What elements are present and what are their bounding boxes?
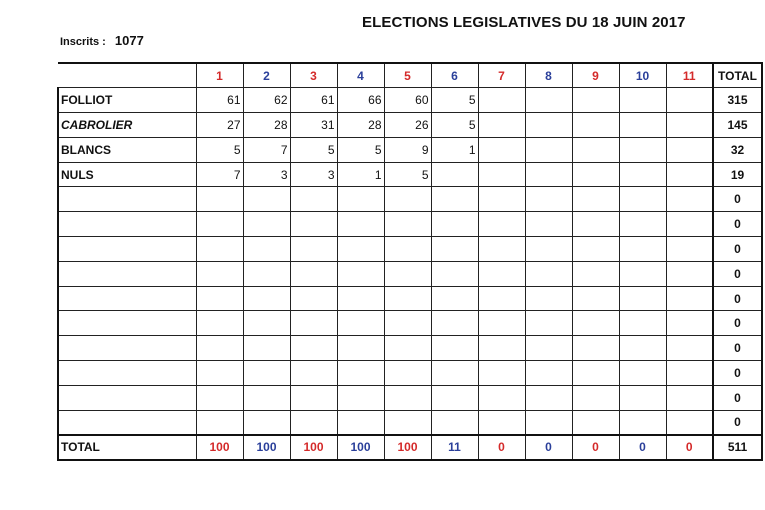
vote-cell (666, 410, 713, 435)
row-label (58, 361, 196, 386)
vote-cell (525, 336, 572, 361)
table-row (58, 237, 762, 262)
vote-cell (243, 385, 290, 410)
vote-cell (196, 261, 243, 286)
vote-cell (572, 361, 619, 386)
vote-cell (525, 385, 572, 410)
vote-cell (196, 410, 243, 435)
table-row (58, 212, 762, 237)
total-row (58, 435, 762, 460)
vote-cell (525, 88, 572, 113)
table-row (58, 410, 762, 435)
vote-cell (666, 137, 713, 162)
vote-cell (478, 237, 525, 262)
vote-cell (478, 113, 525, 138)
vote-cell: 5 (290, 137, 337, 162)
vote-cell (384, 187, 431, 212)
column-total-cell: 0 (666, 435, 713, 460)
vote-cell (384, 311, 431, 336)
vote-cell: 5 (384, 162, 431, 187)
table-row (58, 162, 762, 187)
vote-cell (431, 311, 478, 336)
row-label (58, 187, 196, 212)
vote-cell: 5 (431, 113, 478, 138)
row-total-cell: 0 (713, 385, 762, 410)
vote-cell (243, 187, 290, 212)
vote-cell (337, 410, 384, 435)
column-header-3: 3 (290, 63, 337, 88)
vote-cell: 62 (243, 88, 290, 113)
row-label (58, 311, 196, 336)
column-header-4: 4 (337, 63, 384, 88)
column-header-6: 6 (431, 63, 478, 88)
row-label (58, 237, 196, 262)
vote-cell (337, 311, 384, 336)
vote-cell (572, 261, 619, 286)
vote-cell (525, 212, 572, 237)
column-total-cell: 100 (196, 435, 243, 460)
vote-cell (478, 361, 525, 386)
vote-cell (431, 187, 478, 212)
vote-cell (337, 286, 384, 311)
vote-cell (525, 113, 572, 138)
vote-cell (525, 361, 572, 386)
table-row (58, 311, 762, 336)
vote-cell: 31 (290, 113, 337, 138)
vote-cell (478, 410, 525, 435)
header-blank-cell (58, 63, 196, 88)
vote-cell (478, 336, 525, 361)
vote-cell: 7 (243, 137, 290, 162)
vote-cell (384, 261, 431, 286)
vote-cell (666, 212, 713, 237)
vote-cell (525, 410, 572, 435)
vote-cell (431, 410, 478, 435)
column-header-7: 7 (478, 63, 525, 88)
row-label (58, 336, 196, 361)
vote-cell: 26 (384, 113, 431, 138)
vote-cell: 3 (290, 162, 337, 187)
vote-cell: 5 (337, 137, 384, 162)
vote-cell (572, 187, 619, 212)
results-table (57, 62, 763, 461)
column-header-10: 10 (619, 63, 666, 88)
table-row (58, 361, 762, 386)
vote-cell (431, 212, 478, 237)
row-total-cell: 145 (713, 113, 762, 138)
row-label: CABROLIER (58, 113, 196, 138)
vote-cell (666, 311, 713, 336)
vote-cell (619, 187, 666, 212)
vote-cell (243, 286, 290, 311)
vote-cell (619, 385, 666, 410)
row-total-cell: 0 (713, 237, 762, 262)
vote-cell (290, 361, 337, 386)
column-total-cell: 0 (478, 435, 525, 460)
vote-cell (666, 237, 713, 262)
vote-cell (337, 212, 384, 237)
column-total-cell: 100 (384, 435, 431, 460)
vote-cell (619, 311, 666, 336)
vote-cell (196, 385, 243, 410)
vote-cell: 1 (337, 162, 384, 187)
page-title: ELECTIONS LEGISLATIVES DU 18 JUIN 2017 (362, 14, 686, 31)
grand-total-cell: 511 (713, 435, 762, 460)
vote-cell (384, 237, 431, 262)
table-row (58, 336, 762, 361)
vote-cell (290, 311, 337, 336)
column-header-5: 5 (384, 63, 431, 88)
vote-cell (243, 261, 290, 286)
vote-cell (666, 113, 713, 138)
vote-cell (196, 237, 243, 262)
inscrits-value: 1077 (114, 33, 144, 48)
row-total-cell: 0 (713, 212, 762, 237)
column-total-cell: 11 (431, 435, 478, 460)
vote-cell (666, 336, 713, 361)
vote-cell (478, 88, 525, 113)
vote-cell (572, 162, 619, 187)
inscrits-label: Inscrits : (60, 36, 106, 48)
vote-cell (196, 336, 243, 361)
vote-cell (572, 113, 619, 138)
total-column-header: TOTAL (713, 63, 762, 88)
vote-cell: 28 (337, 113, 384, 138)
row-label (58, 212, 196, 237)
vote-cell (384, 385, 431, 410)
vote-cell (666, 261, 713, 286)
column-header-8: 8 (525, 63, 572, 88)
column-total-cell: 0 (572, 435, 619, 460)
vote-cell: 3 (243, 162, 290, 187)
vote-cell (337, 187, 384, 212)
vote-cell (572, 286, 619, 311)
vote-cell (619, 137, 666, 162)
vote-cell (478, 286, 525, 311)
vote-cell (337, 385, 384, 410)
vote-cell (619, 237, 666, 262)
vote-cell (619, 286, 666, 311)
row-label (58, 261, 196, 286)
header-row (58, 63, 762, 88)
row-total-cell: 19 (713, 162, 762, 187)
vote-cell (666, 162, 713, 187)
vote-cell (666, 88, 713, 113)
table-row (58, 187, 762, 212)
table-row (58, 385, 762, 410)
vote-cell (619, 162, 666, 187)
row-label: NULS (58, 162, 196, 187)
row-total-cell: 315 (713, 88, 762, 113)
vote-cell (243, 336, 290, 361)
vote-cell (666, 286, 713, 311)
vote-cell (290, 187, 337, 212)
vote-cell (572, 410, 619, 435)
row-total-cell: 0 (713, 187, 762, 212)
column-total-cell: 0 (619, 435, 666, 460)
vote-cell (478, 261, 525, 286)
row-total-cell: 0 (713, 361, 762, 386)
vote-cell (196, 311, 243, 336)
row-label (58, 410, 196, 435)
vote-cell (290, 385, 337, 410)
vote-cell: 28 (243, 113, 290, 138)
total-row-label: TOTAL (58, 435, 196, 460)
vote-cell (666, 361, 713, 386)
row-total-cell: 32 (713, 137, 762, 162)
table-row (58, 113, 762, 138)
row-total-cell: 0 (713, 410, 762, 435)
row-label: BLANCS (58, 137, 196, 162)
vote-cell (431, 162, 478, 187)
vote-cell (337, 237, 384, 262)
vote-cell (572, 88, 619, 113)
vote-cell (431, 261, 478, 286)
vote-cell (431, 336, 478, 361)
vote-cell (478, 162, 525, 187)
vote-cell (525, 311, 572, 336)
vote-cell (525, 187, 572, 212)
vote-cell (619, 336, 666, 361)
vote-cell (337, 336, 384, 361)
vote-cell (196, 212, 243, 237)
vote-cell: 66 (337, 88, 384, 113)
column-header-11: 11 (666, 63, 713, 88)
vote-cell: 60 (384, 88, 431, 113)
vote-cell (431, 237, 478, 262)
vote-cell (290, 261, 337, 286)
vote-cell (478, 187, 525, 212)
vote-cell (337, 361, 384, 386)
vote-cell: 5 (196, 137, 243, 162)
vote-cell: 61 (290, 88, 337, 113)
vote-cell (384, 212, 431, 237)
vote-cell (572, 385, 619, 410)
column-header-2: 2 (243, 63, 290, 88)
vote-cell (290, 410, 337, 435)
vote-cell (572, 311, 619, 336)
vote-cell (196, 187, 243, 212)
row-total-cell: 0 (713, 311, 762, 336)
vote-cell (478, 311, 525, 336)
table-row (58, 286, 762, 311)
vote-cell: 5 (431, 88, 478, 113)
row-label: FOLLIOT (58, 88, 196, 113)
vote-cell: 1 (431, 137, 478, 162)
vote-cell (478, 212, 525, 237)
vote-cell (619, 88, 666, 113)
vote-cell (619, 410, 666, 435)
vote-cell (572, 137, 619, 162)
vote-cell (478, 385, 525, 410)
column-total-cell: 100 (243, 435, 290, 460)
vote-cell (572, 237, 619, 262)
row-total-cell: 0 (713, 336, 762, 361)
vote-cell (384, 361, 431, 386)
vote-cell (572, 336, 619, 361)
vote-cell (290, 212, 337, 237)
vote-cell (619, 261, 666, 286)
vote-cell (290, 237, 337, 262)
vote-cell (243, 361, 290, 386)
vote-cell (384, 286, 431, 311)
vote-cell: 61 (196, 88, 243, 113)
vote-cell (525, 261, 572, 286)
vote-cell (337, 261, 384, 286)
column-total-cell: 100 (290, 435, 337, 460)
vote-cell (196, 286, 243, 311)
row-total-cell: 0 (713, 286, 762, 311)
vote-cell (666, 385, 713, 410)
vote-cell (243, 311, 290, 336)
vote-cell (384, 336, 431, 361)
vote-cell (290, 286, 337, 311)
vote-cell (431, 385, 478, 410)
vote-cell (478, 137, 525, 162)
table-row (58, 137, 762, 162)
column-header-1: 1 (196, 63, 243, 88)
vote-cell (525, 286, 572, 311)
vote-cell (196, 361, 243, 386)
vote-cell (431, 286, 478, 311)
row-total-cell: 0 (713, 261, 762, 286)
vote-cell (619, 113, 666, 138)
vote-cell (290, 336, 337, 361)
row-label (58, 286, 196, 311)
vote-cell (431, 361, 478, 386)
column-total-cell: 100 (337, 435, 384, 460)
vote-cell: 27 (196, 113, 243, 138)
table-row (58, 261, 762, 286)
vote-cell (572, 212, 619, 237)
vote-cell (243, 237, 290, 262)
vote-cell: 9 (384, 137, 431, 162)
table-row (58, 88, 762, 113)
vote-cell (243, 212, 290, 237)
column-header-9: 9 (572, 63, 619, 88)
row-label (58, 385, 196, 410)
vote-cell (619, 212, 666, 237)
vote-cell (525, 137, 572, 162)
inscrits-info (60, 33, 144, 48)
vote-cell (666, 187, 713, 212)
vote-cell (525, 237, 572, 262)
column-total-cell: 0 (525, 435, 572, 460)
vote-cell (384, 410, 431, 435)
vote-cell: 7 (196, 162, 243, 187)
vote-cell (243, 410, 290, 435)
vote-cell (525, 162, 572, 187)
vote-cell (619, 361, 666, 386)
